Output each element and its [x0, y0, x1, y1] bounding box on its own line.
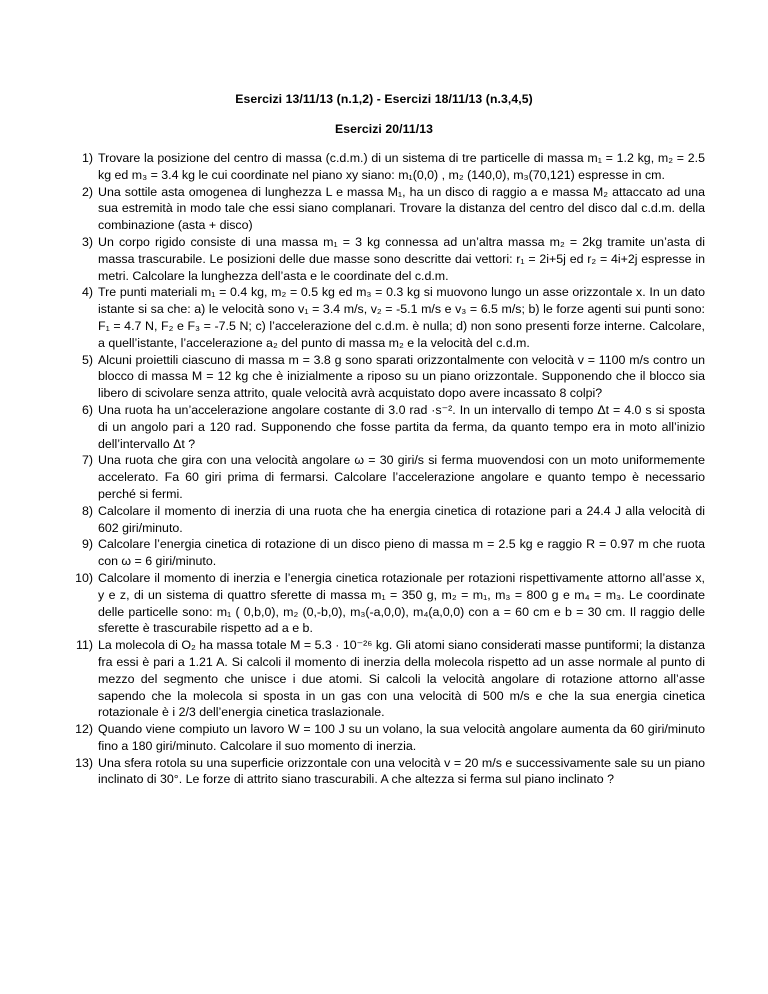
exercise-item	[17, 721, 705, 755]
exercise-number: 4)	[81, 285, 93, 300]
exercise-text: Una ruota che gira con una velocità angolare ω = 30 giri/s si ferma muovendosi con un moto uniformemente accelerato. Fa 60 giri prima di fermarsi. Calcolare l’accelerazione angolare e quanto tempo è necessario perché si fermi.	[98, 453, 705, 501]
exercise-text: Una sottile asta omogenea di lunghezza L e massa M₁, ha un disco di raggio a e massa M₂ attaccato ad una sua estremità in modo tale che essi siano complanari. Trovare la distanza del centro del disco dal c.d.m. della combinazione (asta + disco)	[98, 184, 705, 233]
exercise-item	[17, 184, 705, 234]
exercise-item	[17, 284, 705, 351]
exercise-number: 13)	[75, 755, 93, 770]
exercise-item	[17, 570, 705, 637]
exercise-number: 10)	[75, 570, 93, 585]
exercise-item	[17, 402, 705, 452]
exercise-number: 11)	[76, 638, 93, 653]
exercise-item	[17, 637, 705, 721]
exercise-text: Calcolare il momento di inerzia di una ruota che ha energia cinetica di rotazione pari a 24.4 J alla velocità di 602 giri/minuto.	[98, 503, 705, 535]
exercise-number: 9)	[81, 537, 93, 552]
exercise-item	[17, 503, 705, 537]
exercise-text: Quando viene compiuto un lavoro W = 100 J su un volano, la sua velocità angolare aumenta da 60 giri/minuto fino a 180 giri/minuto. Calcolare il suo momento di inerzia.	[98, 722, 705, 753]
exercise-text: Calcolare l’energia cinetica di rotazione di un disco pieno di massa m = 2.5 kg e raggio R = 0.97 m che ruota con ω = 6 giri/minuto.	[98, 537, 705, 569]
exercise-item	[17, 452, 705, 502]
exercise-number: 3)	[81, 234, 93, 249]
exercise-number: 1)	[81, 151, 93, 165]
document-heading-dates: Esercizi 13/11/13 (n.1,2) - Esercizi 18/11/13 (n.3,4,5)	[235, 92, 533, 106]
exercise-number: 7)	[81, 453, 93, 468]
exercise-text: Alcuni proiettili ciascuno di massa m = 3.8 g sono sparati orizzontalmente con velocità v = 1100 m/s contro un blocco di massa M = 12 kg che è inizialmente a riposo su un piano orizzontale. Supponendo che il blocco sia libero di scivolare senza attrito, quale velocità avrà acquistato dopo avere incassato 8 colpi?	[98, 352, 705, 401]
exercise-text: Un corpo rigido consiste di una massa m₁ = 3 kg connessa ad un’altra massa m₂ = 2kg tramite un’asta di massa trascurabile. Le posizioni delle due masse sono descritte dai vettori: r₁ = 2i+5j ed r₂ = 4i+2j espresse in metri. Calcolare la lunghezza dell’asta e le coordinate del c.d.m.	[98, 234, 705, 283]
exercise-text: Trovare la posizione del centro di massa (c.d.m.) di un sistema di tre particelle di massa m₁ = 1.2 kg, m₂ = 2.5 kg ed m₃ = 3.4 kg le cui coordinate nel piano xy siano: m₁(0,0) , m₂ (140,0), m₃(70,121) espresse in cm.	[98, 151, 705, 182]
exercise-number: 5)	[81, 352, 93, 367]
exercise-number: 8)	[81, 503, 93, 518]
exercise-number: 12)	[75, 722, 93, 737]
exercise-text: Una sfera rotola su una superficie orizzontale con una velocità v = 20 m/s e successivamente sale su un piano inclinato di 30°. Le forze di attrito siano trascurabili. A che altezza si ferma sul piano inclinato ?	[98, 755, 705, 787]
exercise-text: Calcolare il momento di inerzia e l’energia cinetica rotazionale per rotazioni rispettivamente attorno all’asse x, y e z, di un sistema di quattro sferette di massa m₁ = 350 g, m₂ = m₁, m₃ = 800 g e m₄ = m₃. Le coordinate delle particelle sono: m₁ ( 0,b,0), m₂ (0,-b,0), m₃(-a,0,0), m₄(a,0,0) con a = 60 cm e b = 30 cm. Il raggio delle sferette è trascurabile rispetto ad a e b.	[98, 570, 705, 636]
exercise-number: 6)	[81, 402, 93, 417]
exercise-item	[17, 352, 705, 402]
exercise-item	[17, 234, 705, 284]
exercise-text: Tre punti materiali m₁ = 0.4 kg, m₂ = 0.5 kg ed m₃ = 0.3 kg si muovono lungo un asse orizzontale x. In un dato istante si sa che: a) le velocità sono v₁ = 3.4 m/s, v₂ = -5.1 m/s e v₃ = 6.5 m/s; b) le forze agenti sui punti sono: F₁ = 4.7 N, F₂ e F₃ = -7.5 N; c) l’accelerazione del c.d.m. è nulla; d) non sono presenti forze interne. Calcolare, a quell’istante, l’accelerazione a₂ del punto di massa m₂ e la velocità del c.d.m.	[98, 285, 705, 350]
document-heading-session: Esercizi 20/11/13	[335, 122, 433, 136]
exercise-item	[17, 536, 705, 570]
exercise-list	[17, 150, 705, 788]
exercise-text: La molecola di O₂ ha massa totale M = 5.3 · 10⁻²⁶ kg. Gli atomi siano considerati masse puntiformi; la distanza fra essi è pari a 1.21 A. Si calcoli il momento di inerzia della molecola rispetto ad un asse normale al punto di mezzo del segmento che unisce i due atomi. Si calcoli la velocità angolare di rotazione attorno all’asse sapendo che la molecola si sposta in un gas con una velocità di 500 m/s e che la sua energia cinetica rotazionale è i 2/3 dell’energia cinetica traslazionale.	[98, 638, 706, 720]
exercise-text: Una ruota ha un’accelerazione angolare costante di 3.0 rad ·s⁻². In un intervallo di tempo Δt = 4.0 s si sposta di un angolo pari a 120 rad. Supponendo che fosse partita da ferma, da quanto tempo era in moto all’inizio dell’intervallo Δt ?	[98, 402, 705, 451]
exercise-number: 2)	[81, 184, 93, 199]
exercise-item	[17, 150, 705, 184]
exercise-item	[17, 755, 705, 789]
